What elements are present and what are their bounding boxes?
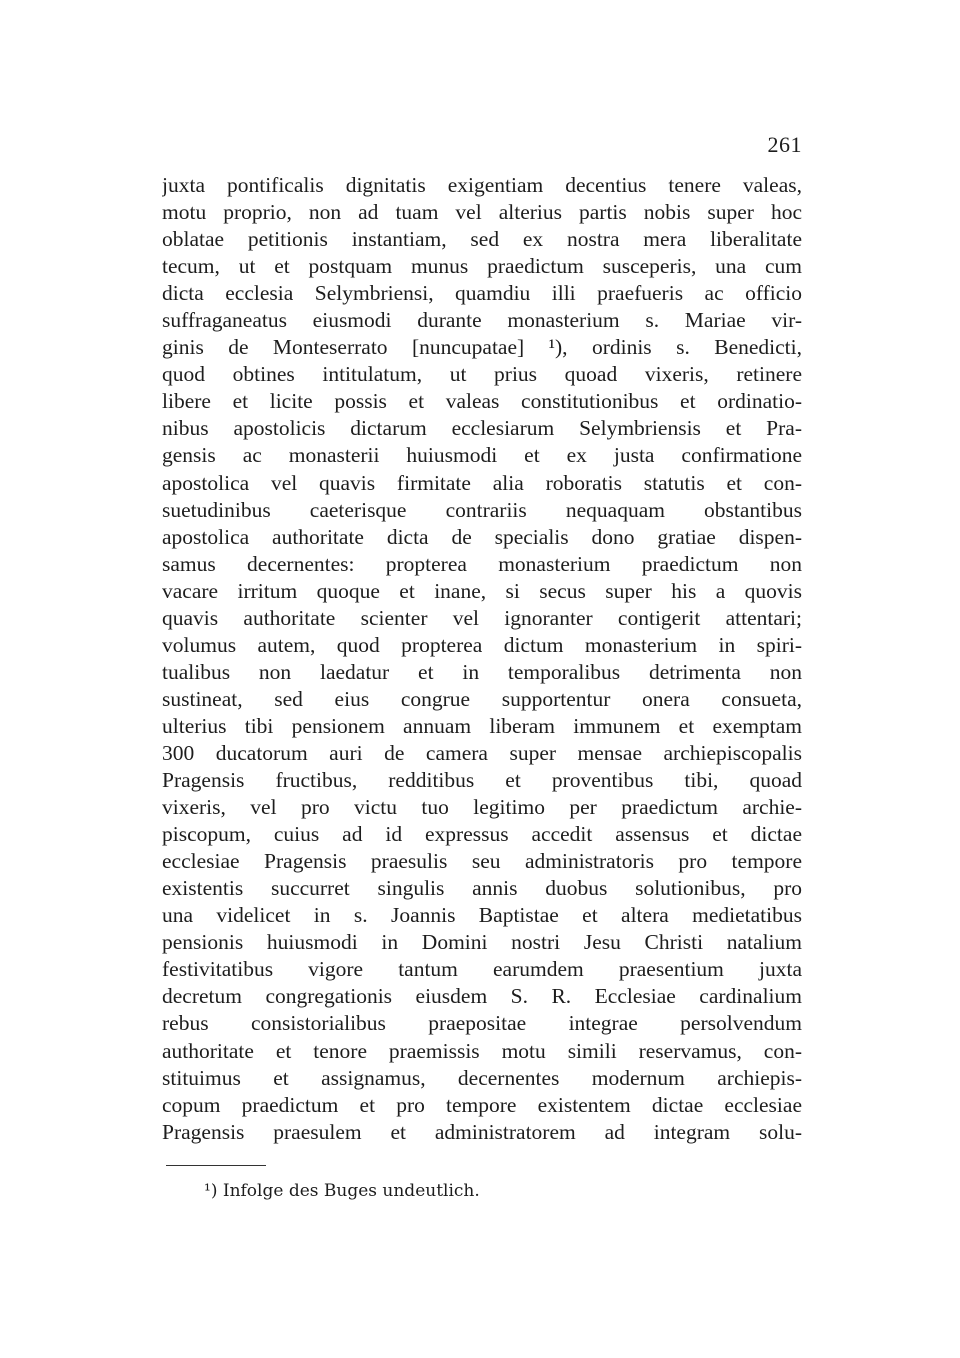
text-line: una videlicet in s. Joannis Baptistae et altera medietatibus (162, 903, 802, 928)
text-line: quod obtines intitulatum, ut prius quoad vixeris, retinere (162, 362, 802, 387)
text-line: piscopum, cuius ad id expressus accedit assensus et dictae (162, 822, 802, 847)
text-line: dicta ecclesia Selymbriensi, quamdiu illi praefueris ac officio (162, 281, 802, 306)
text-line: quavis authoritate scienter vel ignoranter contigerit attentari; (162, 605, 802, 630)
text-line: ulterius tibi pensionem annuam liberam immunem et exemptam (162, 713, 802, 738)
text-line: sustineat, sed eius congrue supportentur onera consueta, (162, 686, 802, 711)
text-line: motu proprio, non ad tuam vel alterius partis nobis super hoc (162, 200, 802, 225)
text-line: gensis ac monasterii huiusmodi et ex justa confirmatione (162, 443, 802, 468)
text-line: copum praedictum et pro tempore existentem dictae ecclesiae (162, 1092, 802, 1117)
text-line: festivitatibus vigore tantum earumdem praesentium juxta (162, 957, 802, 982)
text-line: existentis succurret singulis annis duobus solutionibus, pro (162, 876, 802, 901)
text-line: pensionis huiusmodi in Domini nostri Jesu Christi natalium (162, 930, 802, 955)
text-line: Pragensis fructibus, redditibus et proventibus tibi, quoad (162, 768, 802, 793)
body-text (162, 172, 802, 1146)
text-line: 300 ducatorum auri de camera super mensae archiepiscopalis (162, 740, 802, 765)
text-line: suffraganeatus eiusmodi durante monasterium s. Mariae vir- (162, 308, 802, 333)
text-line: apostolica authoritate dicta de specialis dono gratiae dispen- (162, 524, 802, 549)
footnote-rule (166, 1165, 266, 1166)
text-line: rebus consistorialibus praepositae integrae persolvendum (162, 1011, 802, 1036)
text-line: tecum, ut et postquam munus praedictum susceperis, una cum (162, 254, 802, 279)
text-line: volumus autem, quod propterea dictum monasterium in spiri- (162, 632, 802, 657)
text-line: nibus apostolicis dictarum ecclesiarum Selymbriensis et Pra- (162, 416, 802, 441)
text-line: stituimus et assignamus, decernentes modernum archiepis- (162, 1065, 802, 1090)
page-number: 261 (767, 132, 802, 157)
text-line: ginis de Monteserrato [nuncupatae] ¹), ordinis s. Benedicti, (162, 335, 802, 360)
text-line: decretum congregationis eiusdem S. R. Ecclesiae cardinalium (162, 984, 802, 1009)
text-line: juxta pontificalis dignitatis exigentiam decentius tenere valeas, (162, 173, 802, 197)
text-line: oblatae petitionis instantiam, sed ex nostra mera liberalitate (162, 227, 802, 252)
text-line: tualibus non laedatur et in temporalibus detrimenta non (162, 659, 802, 684)
text-line: suetudinibus caeterisque contrariis nequaquam obstantibus (162, 497, 802, 522)
text-line: vacare irritum quoque et inane, si secus super his a quovis (162, 578, 802, 603)
text-line: apostolica vel quavis firmitate alia roboratis statutis et con- (162, 470, 802, 495)
text-line: ecclesiae Pragensis praesulis seu administratoris pro tempore (162, 849, 802, 874)
text-line: authoritate et tenore praemissis motu simili reservamus, con- (162, 1038, 802, 1063)
text-line: samus decernentes: propterea monasterium praedictum non (162, 551, 802, 576)
text-line: Pragensis praesulem et administratorem ad integram solu- (162, 1119, 802, 1144)
text-line: vixeris, vel pro victu tuo legitimo per praedictum archie- (162, 795, 802, 820)
text-line: libere et licite possis et valeas constitutionibus et ordinatio- (162, 389, 802, 414)
footnote: ¹) Infolge des Buges undeutlich. (204, 1181, 480, 1201)
